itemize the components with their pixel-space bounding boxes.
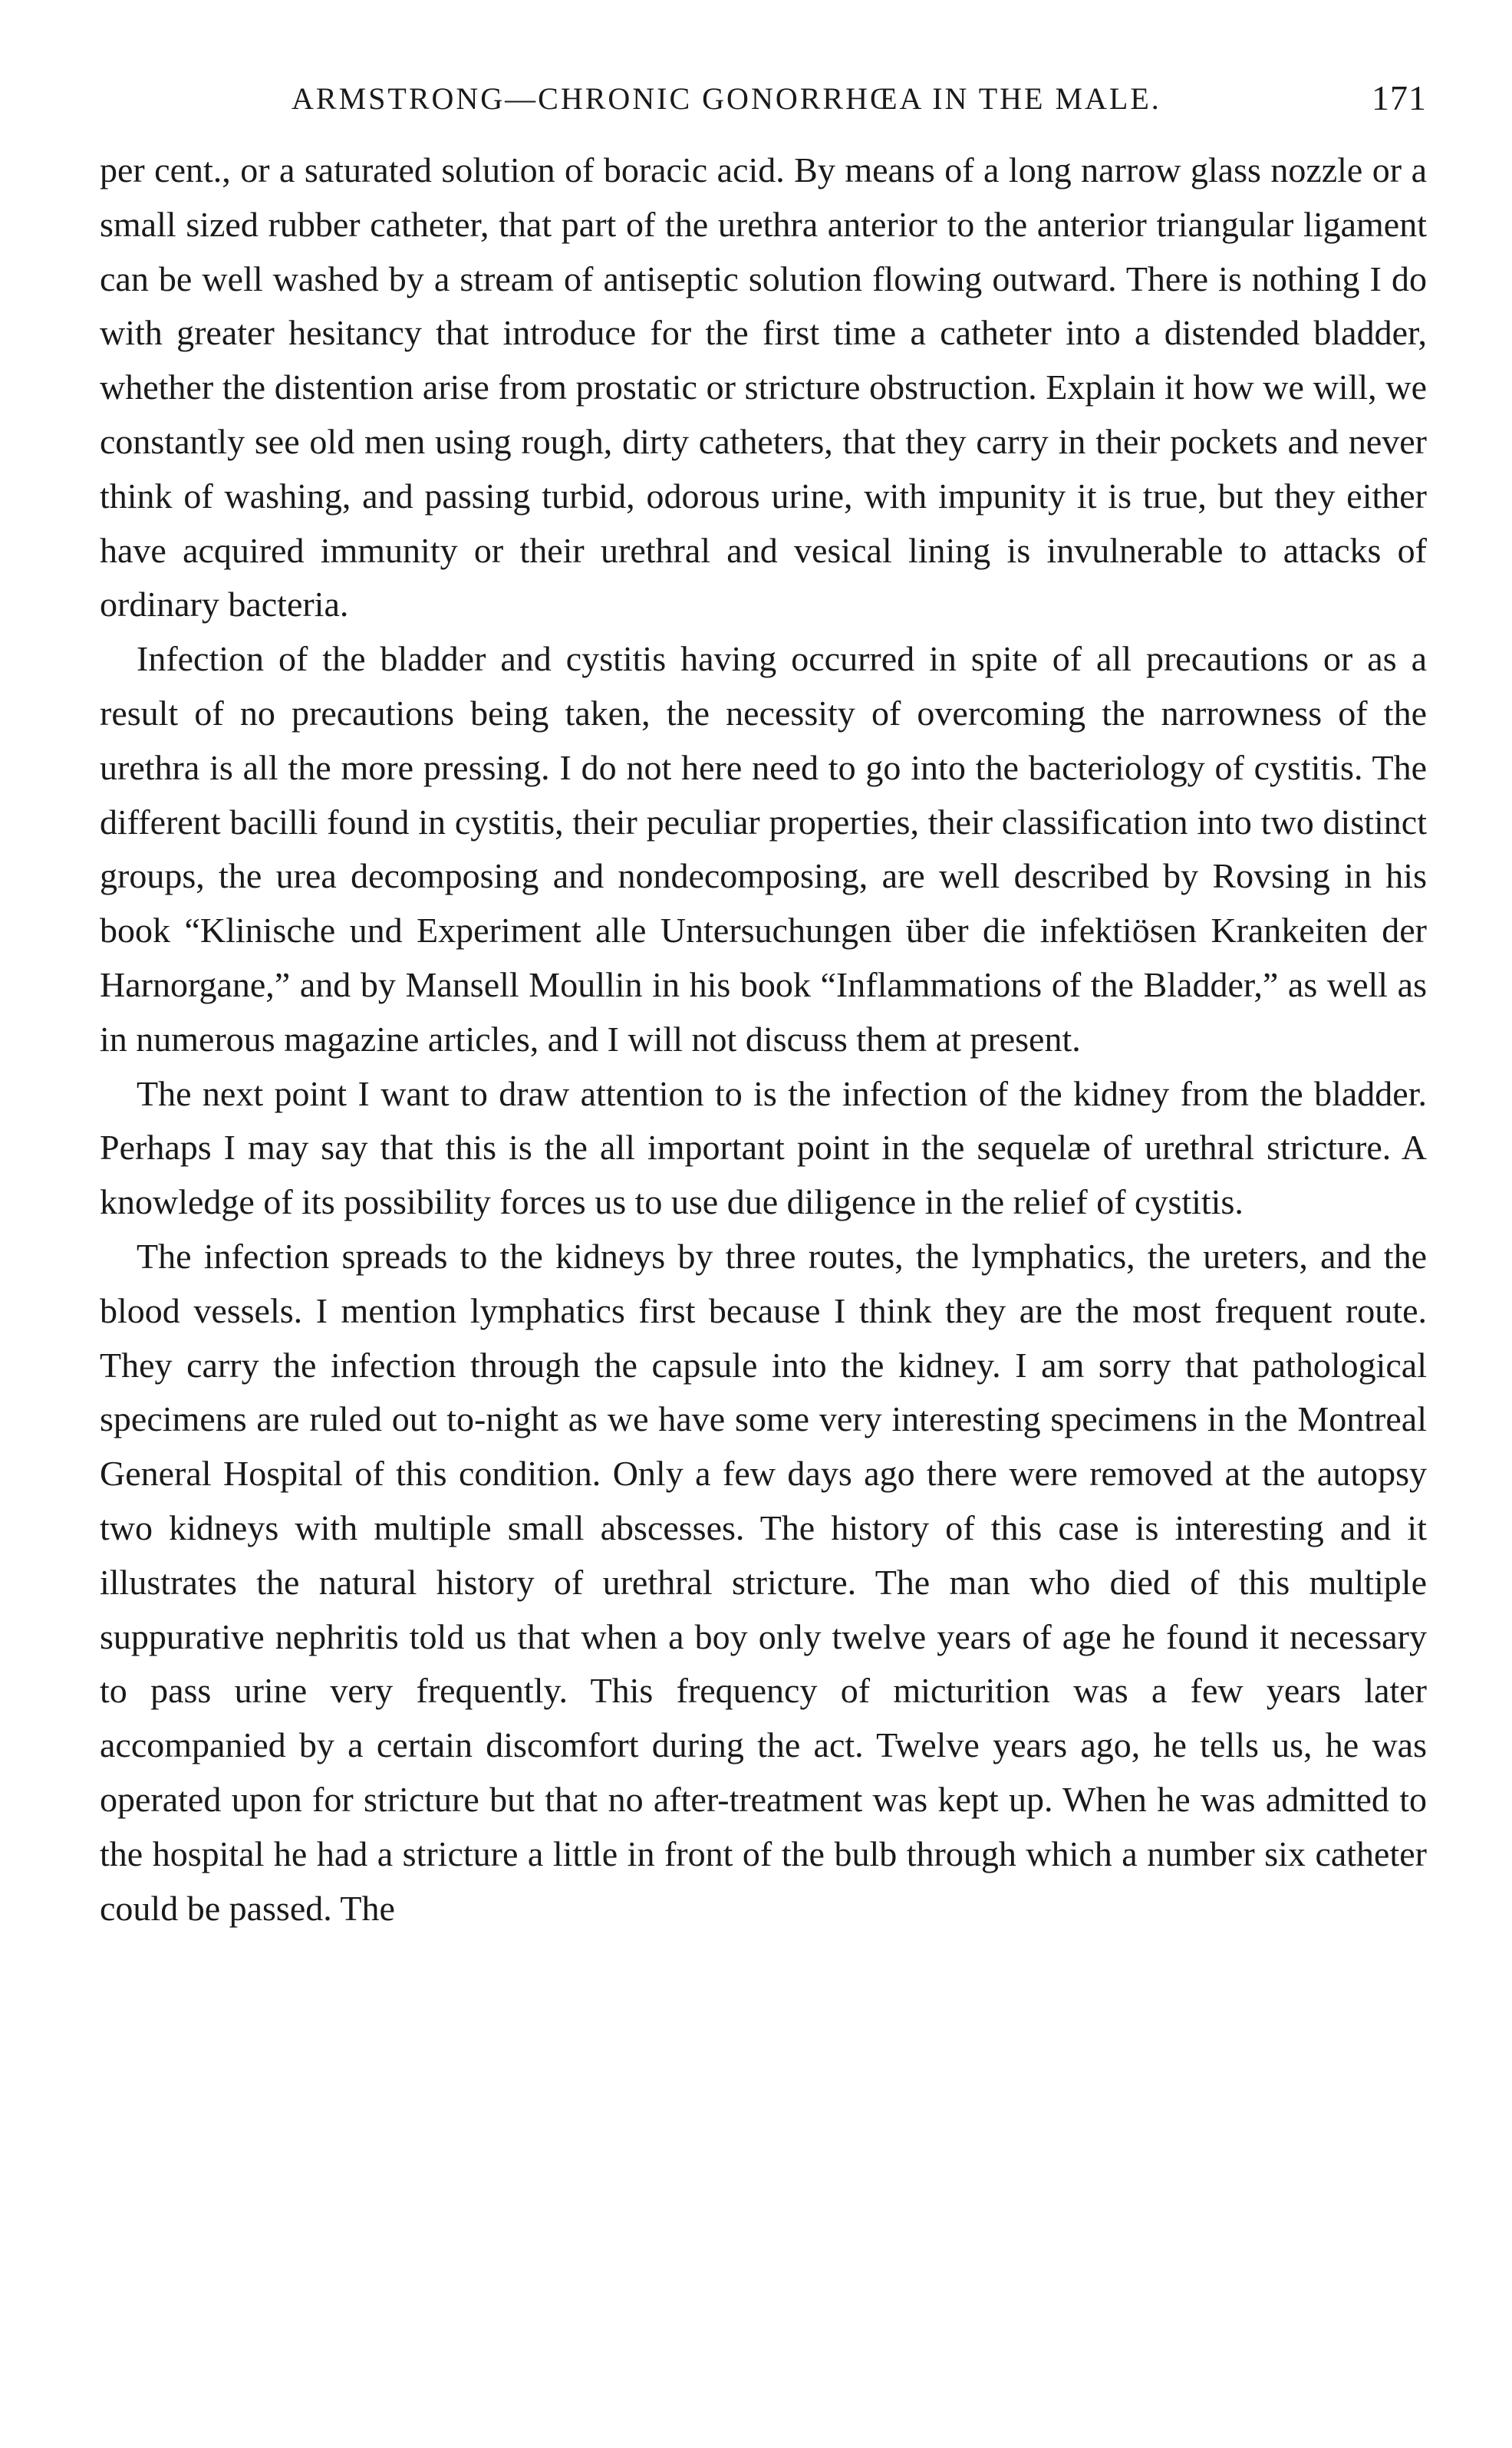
paragraph-kidney-infection: The next point I want to draw attention to is the infection of the kidney from the bladder. Perhaps I may say that this is the all important point in the sequelæ of urethral stricture. A knowledge of its possibility forces us to use due diligence in the relief of cystitis.: [100, 1073, 1427, 1222]
book-page: [100, 78, 1427, 1936]
paragraph-infection-of-bladder: Infection of the bladder and cystitis having occurred in spite of all precautions or as a result of no precautions being taken, the necessity of overcoming the narrowness of the urethra is all the more pressing. I do not here need to go into the bacteriology of cystitis. The different bacilli found in cystitis, their peculiar properties, their classification into two distinct groups, the urea decomposing and nondecomposing, are well described by Rovsing in his book “Klinische und Experiment alle Untersuchungen über die infektiösen Krankeiten der Harnorgane,” and by Mansell Moullin in his book “Inflammations of the Bladder,” as well as in numerous magazine articles, and I will not discuss them at present.: [100, 639, 1427, 1059]
paragraph-continued: per cent., or a saturated solution of boracic acid. By means of a long narrow glass nozzle or a small sized rubber catheter, that part of the urethra anterior to the anterior triangular ligament can be well washed by a stream of antiseptic solution flowing outward. There is nothing I do with greater hesitancy that introduce for the first time a catheter into a distended bladder, whether the distention arise from prostatic or stricture obstruction. Explain it how we will, we constantly see old men using rough, dirty catheters, that they carry in their pockets and never think of washing, and passing turbid, odorous urine, with impunity it is true, but they either have acquired immunity or their urethral and vesical lining is invulnerable to attacks of ordinary bacteria.: [100, 150, 1427, 624]
running-title: ARMSTRONG—CHRONIC GONORRHŒA IN THE MALE.: [292, 81, 1161, 116]
body-text: [100, 143, 1427, 1936]
page-number: 171: [1372, 78, 1427, 117]
running-header: [100, 78, 1427, 136]
paragraph-infection-routes: The infection spreads to the kidneys by three routes, the lymphatics, the ureters, and the blood vessels. I mention lymphatics first because I think they are the most frequent route. They carry the infection through the capsule into the kidney. I am sorry that pathological specimens are ruled out to-night as we have some very interesting specimens in the Montreal General Hospital of this condition. Only a few days ago there were removed at the autopsy two kidneys with multiple small abscesses. The history of this case is interesting and it illustrates the natural history of urethral stricture. The man who died of this multiple suppurative nephritis told us that when a boy only twelve years of age he found it necessary to pass urine very frequently. This frequency of micturition was a few years later accompanied by a certain discomfort during the act. Twelve years ago, he tells us, he was operated upon for stricture but that no after-treatment was kept up. When he was admitted to the hospital he had a stricture a little in front of the bulb through which a number six catheter could be passed. The: [100, 1236, 1427, 1928]
